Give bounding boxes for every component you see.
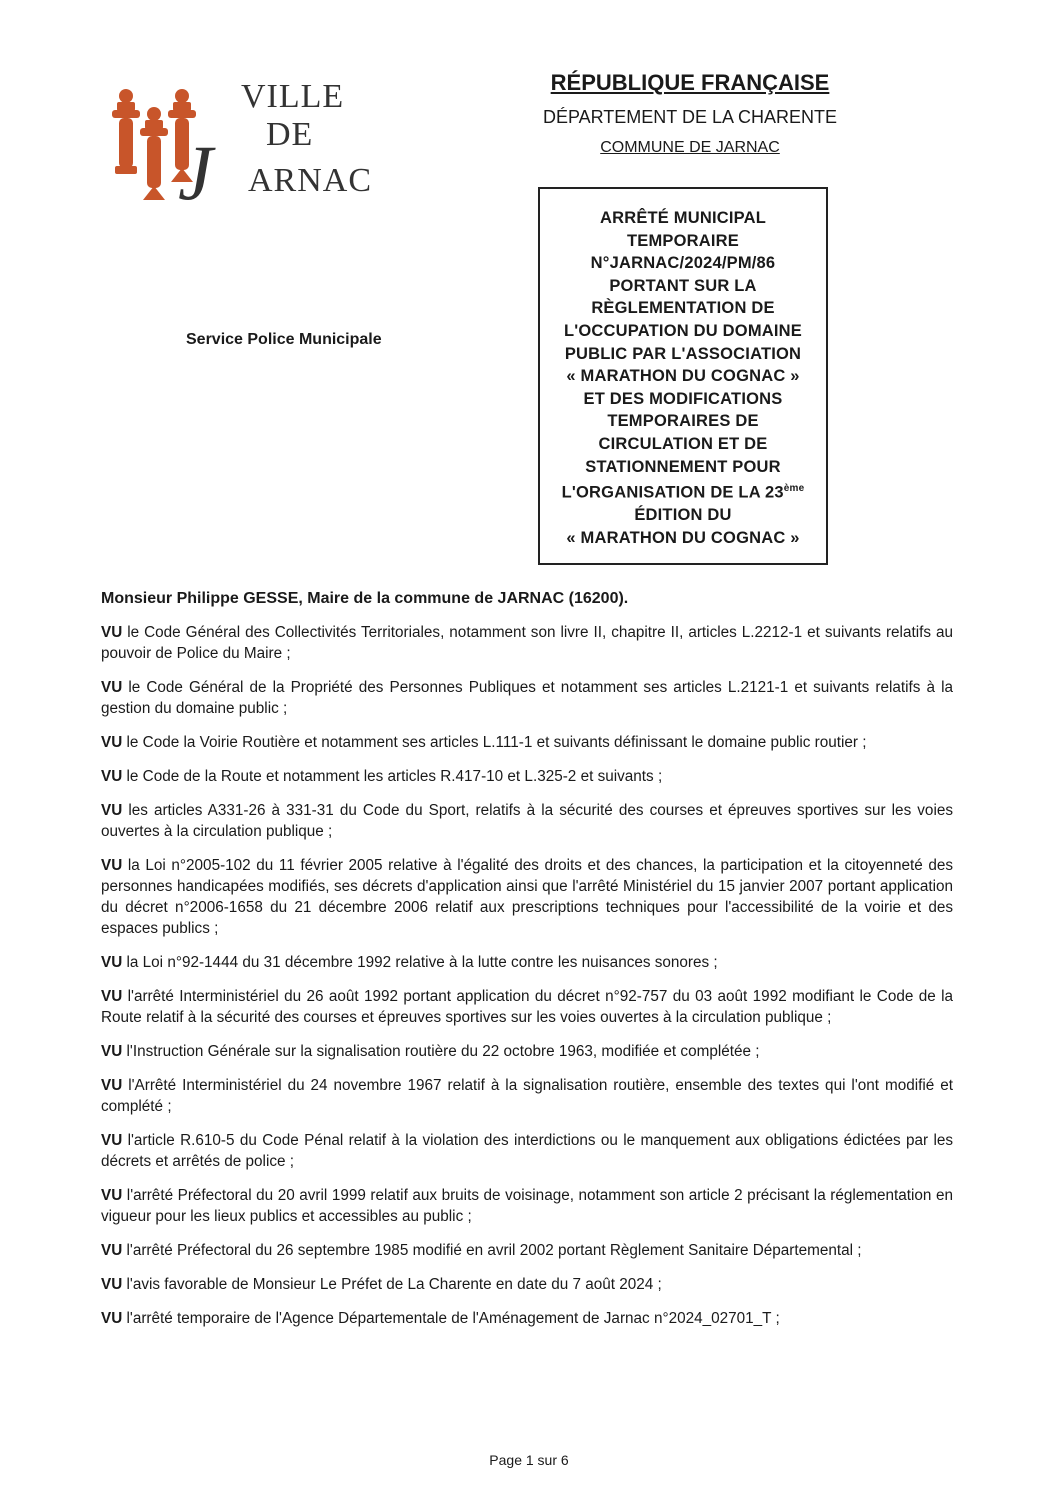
vu-paragraph	[101, 1130, 953, 1172]
vu-text: le Code de la Route et notamment les articles R.417-10 et L.325-2 et suivants ;	[126, 768, 663, 785]
arrete-title-line: « MARATHON DU COGNAC »	[566, 528, 800, 547]
arrete-title-line: TEMPORAIRE	[626, 231, 739, 250]
vu-paragraph	[101, 1075, 953, 1117]
arrete-title-line: L'OCCUPATION DU DOMAINE	[564, 321, 802, 340]
vu-label: VU	[101, 1043, 123, 1060]
vu-text: l'arrêté Préfectoral du 20 avril 1999 relatif aux bruits de voisinage, notamment son article 2 précisant la réglementation en vigueur pour les lieux publics et accessibles au public ;	[101, 1187, 953, 1225]
arrete-title-box	[538, 187, 828, 565]
vu-paragraph	[101, 732, 953, 753]
vu-text: le Code Général de la Propriété des Personnes Publiques et notamment ses articles L.2121-1 et suivants relatifs à la gestion du domaine public ;	[101, 679, 953, 717]
vu-paragraph	[101, 800, 953, 842]
vu-label: VU	[101, 1132, 123, 1149]
arrete-title-line: PUBLIC PAR L'ASSOCIATION	[564, 344, 802, 363]
arrete-title-line: STATIONNEMENT POUR	[585, 457, 781, 476]
page-number: Page 1 sur 6	[489, 1452, 569, 1468]
vu-text: l'arrêté Préfectoral du 26 septembre 1985 modifié en avril 2002 portant Règlement Sanitaire Départemental ;	[126, 1242, 862, 1259]
vu-label: VU	[101, 734, 123, 751]
arrete-title-line: PORTANT SUR LA	[609, 276, 757, 295]
arrete-title-lines-end	[540, 504, 826, 549]
arrete-title-line: CIRCULATION ET DE	[598, 434, 768, 453]
vu-label: VU	[101, 1276, 123, 1293]
edition-prefix: L'ORGANISATION DE LA 23	[561, 483, 784, 502]
vu-text: le Code Général des Collectivités Territoriales, notamment son livre II, chapitre II, articles L.2212-1 et suivants relatifs au pouvoir de Police du Maire ;	[101, 624, 953, 662]
vu-label: VU	[101, 1242, 123, 1259]
vu-label: VU	[101, 857, 123, 874]
document-body	[101, 590, 953, 1342]
logo-text-j: J	[178, 129, 213, 216]
logo-text-arnac: ARNAC	[248, 162, 373, 199]
republic-heading: RÉPUBLIQUE FRANÇAISE	[550, 70, 830, 95]
vu-text: l'arrêté Interministériel du 26 août 1992 portant application du décret n°92-757 du 03 août 1992 modifiant le Code de la Route relatif à la sécurité des courses et épreuves sportives sur les voies ouvertes à la circulation publique ;	[101, 988, 953, 1026]
arrete-title-line: N°JARNAC/2024/PM/86	[590, 254, 776, 273]
vu-text: la Loi n°92-1444 du 31 décembre 1992 relative à la lutte contre les nuisances sonores ;	[126, 954, 718, 971]
vu-label: VU	[101, 954, 123, 971]
vu-label: VU	[101, 802, 123, 819]
arrete-title-line-edition	[540, 478, 826, 504]
vu-text: l'avis favorable de Monsieur Le Préfet de La Charente en date du 7 août 2024 ;	[126, 1276, 662, 1293]
vu-paragraph	[101, 952, 953, 973]
vu-label: VU	[101, 768, 123, 785]
arrete-title-line: ARRÊTÉ MUNICIPAL	[599, 209, 767, 227]
vu-text: les articles A331-26 à 331-31 du Code du Sport, relatifs à la sécurité des courses et épreuves sportives sur les voies ouvertes à la circulation publique ;	[101, 802, 953, 840]
vu-paragraph	[101, 677, 953, 719]
mayor-statement: Monsieur Philippe GESSE, Maire de la commune de JARNAC (16200).	[101, 590, 629, 607]
vu-text: l'article R.610-5 du Code Pénal relatif à la violation des interdictions ou le manquement aux obligations édictées par les décrets et arrêtés de police ;	[101, 1132, 953, 1170]
arrete-title-line: ÉDITION DU	[634, 506, 732, 525]
vu-text: la Loi n°2005-102 du 11 février 2005 relative à l'égalité des droits et des chances, la participation et la citoyenneté des personnes handicapées modifiés, ses décrets d'application ainsi que l'arrêté Ministériel du 15 janvier 2007 portant application du décret n°2006-1658 du 21 décembre 2006 relatif aux prescriptions techniques pour l'accessibilité de la voirie et des espaces publics ;	[101, 857, 954, 937]
logo-text-de: DE	[266, 116, 314, 153]
edition-superscript: ème	[783, 483, 805, 495]
arrete-title-line: « MARATHON DU COGNAC »	[566, 367, 800, 386]
vu-label: VU	[101, 1187, 123, 1204]
vu-paragraph-list	[101, 622, 953, 1329]
ville-de-jarnac-logo	[108, 78, 388, 216]
logo-text-ville: VILLE	[241, 78, 345, 115]
vu-label: VU	[101, 624, 123, 641]
vu-paragraph	[101, 855, 953, 939]
department-heading: DÉPARTEMENT DE LA CHARENTE	[542, 107, 838, 127]
vu-paragraph	[101, 1041, 953, 1062]
service-label: Service Police Municipale	[186, 331, 382, 348]
vu-paragraph	[101, 766, 953, 787]
commune-heading: COMMUNE DE JARNAC	[600, 139, 780, 156]
vu-paragraph	[101, 622, 953, 664]
vu-paragraph	[101, 1185, 953, 1227]
vu-label: VU	[101, 1077, 123, 1094]
vu-label: VU	[101, 1310, 123, 1327]
vu-text: l'Arrêté Interministériel du 24 novembre 1967 relatif à la signalisation routière, ensemble des textes qui l'ont modifié et complété ;	[101, 1077, 953, 1115]
vu-text: l'arrêté temporaire de l'Agence Départementale de l'Aménagement de Jarnac n°2024_02701_T ;	[126, 1310, 780, 1327]
vu-paragraph	[101, 986, 953, 1028]
arrete-title-line: TEMPORAIRES DE	[607, 412, 759, 431]
vu-label: VU	[101, 988, 123, 1005]
vu-label: VU	[101, 679, 123, 696]
arrete-title-line: ET DES MODIFICATIONS	[583, 389, 783, 408]
arrete-title-lines	[540, 207, 826, 478]
vu-paragraph	[101, 1308, 953, 1329]
vu-text: l'Instruction Générale sur la signalisation routière du 22 octobre 1963, modifiée et complétée ;	[126, 1043, 760, 1060]
vu-paragraph	[101, 1274, 953, 1295]
vu-text: le Code la Voirie Routière et notamment ses articles L.111-1 et suivants définissant le domaine public routier ;	[126, 734, 867, 751]
vu-paragraph	[101, 1240, 953, 1261]
arrete-title-line: RÈGLEMENTATION DE	[591, 299, 775, 318]
